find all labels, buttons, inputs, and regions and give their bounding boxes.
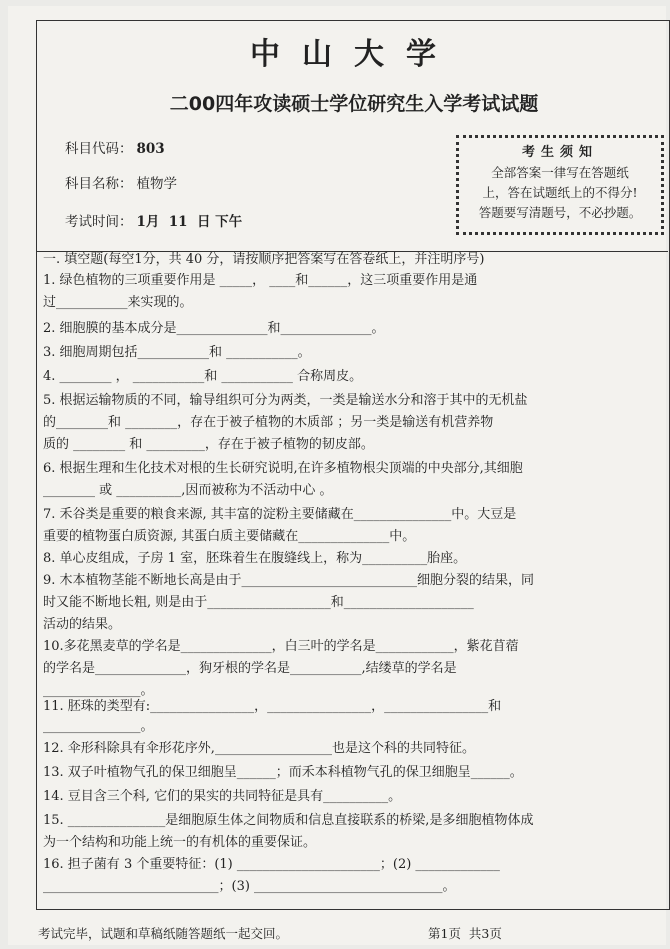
school-name: 中山大学	[250, 37, 458, 72]
exam-time	[65, 210, 242, 230]
question-line: 1. 绿色植物的三项重要作用是 _____， ____和______，这三项重要作用是通	[43, 273, 478, 288]
footer-instruction: 考试完毕，试题和草稿纸随答题纸一起交回。	[38, 926, 289, 941]
question-line: 9. 木本植物茎能不断地长高是由于___________________________细胞分裂的结果，同	[43, 573, 535, 588]
notice-line: 全部答案一律写在答题纸	[491, 165, 629, 180]
question-line: 16. 担子菌有 3 个重要特征：(1) ______________________；(2) _____________	[43, 857, 500, 872]
exam-title: 二00四年攻读硕士学位研究生入学考试试题	[169, 93, 539, 115]
question-line: 为一个结构和功能上统一的有机体的重要保证。	[43, 835, 317, 850]
exam-frame	[36, 20, 670, 910]
notice-line: 上，答在试题纸上的不得分!	[482, 185, 638, 200]
question-line: 15. _______________是细胞原生体之间物质和信息直接联系的桥梁,是多细胞植物体成	[43, 813, 534, 828]
page-number: 第1页 共3页	[428, 926, 502, 941]
section-heading: 一. 填空题(每空1分，共 40 分，请按顺序把答案写在答卷纸上，并注明序号)	[43, 252, 485, 267]
question-line: 11. 胚珠的类型有:________________，________________，________________和	[43, 699, 502, 714]
question-line: 重要的植物蛋白质资源, 其蛋白质主要储藏在______________中。	[43, 529, 416, 544]
question-line: 5. 根据运输物质的不同，输导组织可分为两类，一类是输送水分和溶于其中的无机盐	[43, 393, 528, 408]
question-line: 3. 细胞周期包括___________和 ___________。	[43, 345, 311, 360]
subject-code	[65, 137, 165, 157]
subject-name-value: 植物学	[136, 176, 177, 192]
candidate-notice-box	[456, 135, 664, 235]
subject-name-label: 科目名称：	[65, 176, 133, 192]
subject-code-value: 803	[136, 141, 165, 157]
question-line: 12. 伞形科除具有伞形花序外,__________________也是这个科的共同特征。	[43, 741, 475, 756]
exam-time-label: 考试时间：	[65, 214, 133, 230]
question-line: ________ 或 __________,因而被称为不活动中心 。	[43, 483, 333, 498]
question-line: 质的 ________ 和 _________，存在于被子植物的韧皮部。	[43, 437, 374, 452]
question-line: 2. 细胞膜的基本成分是______________和______________。	[43, 321, 385, 336]
question-line: ___________________________；(3) _____________________________。	[43, 879, 456, 894]
question-line: 6. 根据生理和生化技术对根的生长研究说明,在许多植物根尖顶端的中央部分,其细胞	[43, 461, 523, 476]
question-line: 14. 豆目含三个科, 它们的果实的共同特征是具有__________。	[43, 789, 402, 804]
question-line: 4. ________ ， ___________和 ___________ 合称周皮。	[43, 369, 363, 384]
question-line: 8. 单心皮组成，子房 1 室，胚珠着生在腹缝线上，称为__________胎座。	[43, 551, 467, 566]
notice-line: 答题要写清题号，不必抄题。	[478, 205, 642, 220]
question-line: 的学名是______________，狗牙根的学名是___________,结缕草的学名是	[43, 661, 457, 676]
question-line: 时又能不断地长粗, 则是由于___________________和____________________	[43, 595, 474, 610]
question-line: 过___________来实现的。	[43, 295, 193, 310]
exam-paper	[8, 6, 666, 945]
question-line: _______________。	[43, 683, 154, 698]
question-line: 10.多花黑麦草的学名是______________，白三叶的学名是____________，紫花苜蓿	[43, 639, 519, 654]
subject-code-label: 科目代码：	[65, 141, 133, 157]
subject-name	[65, 172, 177, 192]
question-line: _______________。	[43, 719, 154, 734]
question-line: 13. 双子叶植物气孔的保卫细胞呈______；而禾本科植物气孔的保卫细胞呈______。	[43, 765, 523, 780]
question-line: 7. 禾谷类是重要的粮食来源, 其丰富的淀粉主要储藏在_______________中。大豆是	[43, 507, 517, 522]
exam-time-value: 1月 11 日 下午	[136, 214, 243, 230]
notice-title: 考生须知	[521, 145, 598, 160]
question-line: 的________和 ________，存在于被子植物的木质部 ；另一类是输送有机营养物	[43, 415, 494, 430]
question-line: 活动的结果。	[43, 617, 122, 632]
